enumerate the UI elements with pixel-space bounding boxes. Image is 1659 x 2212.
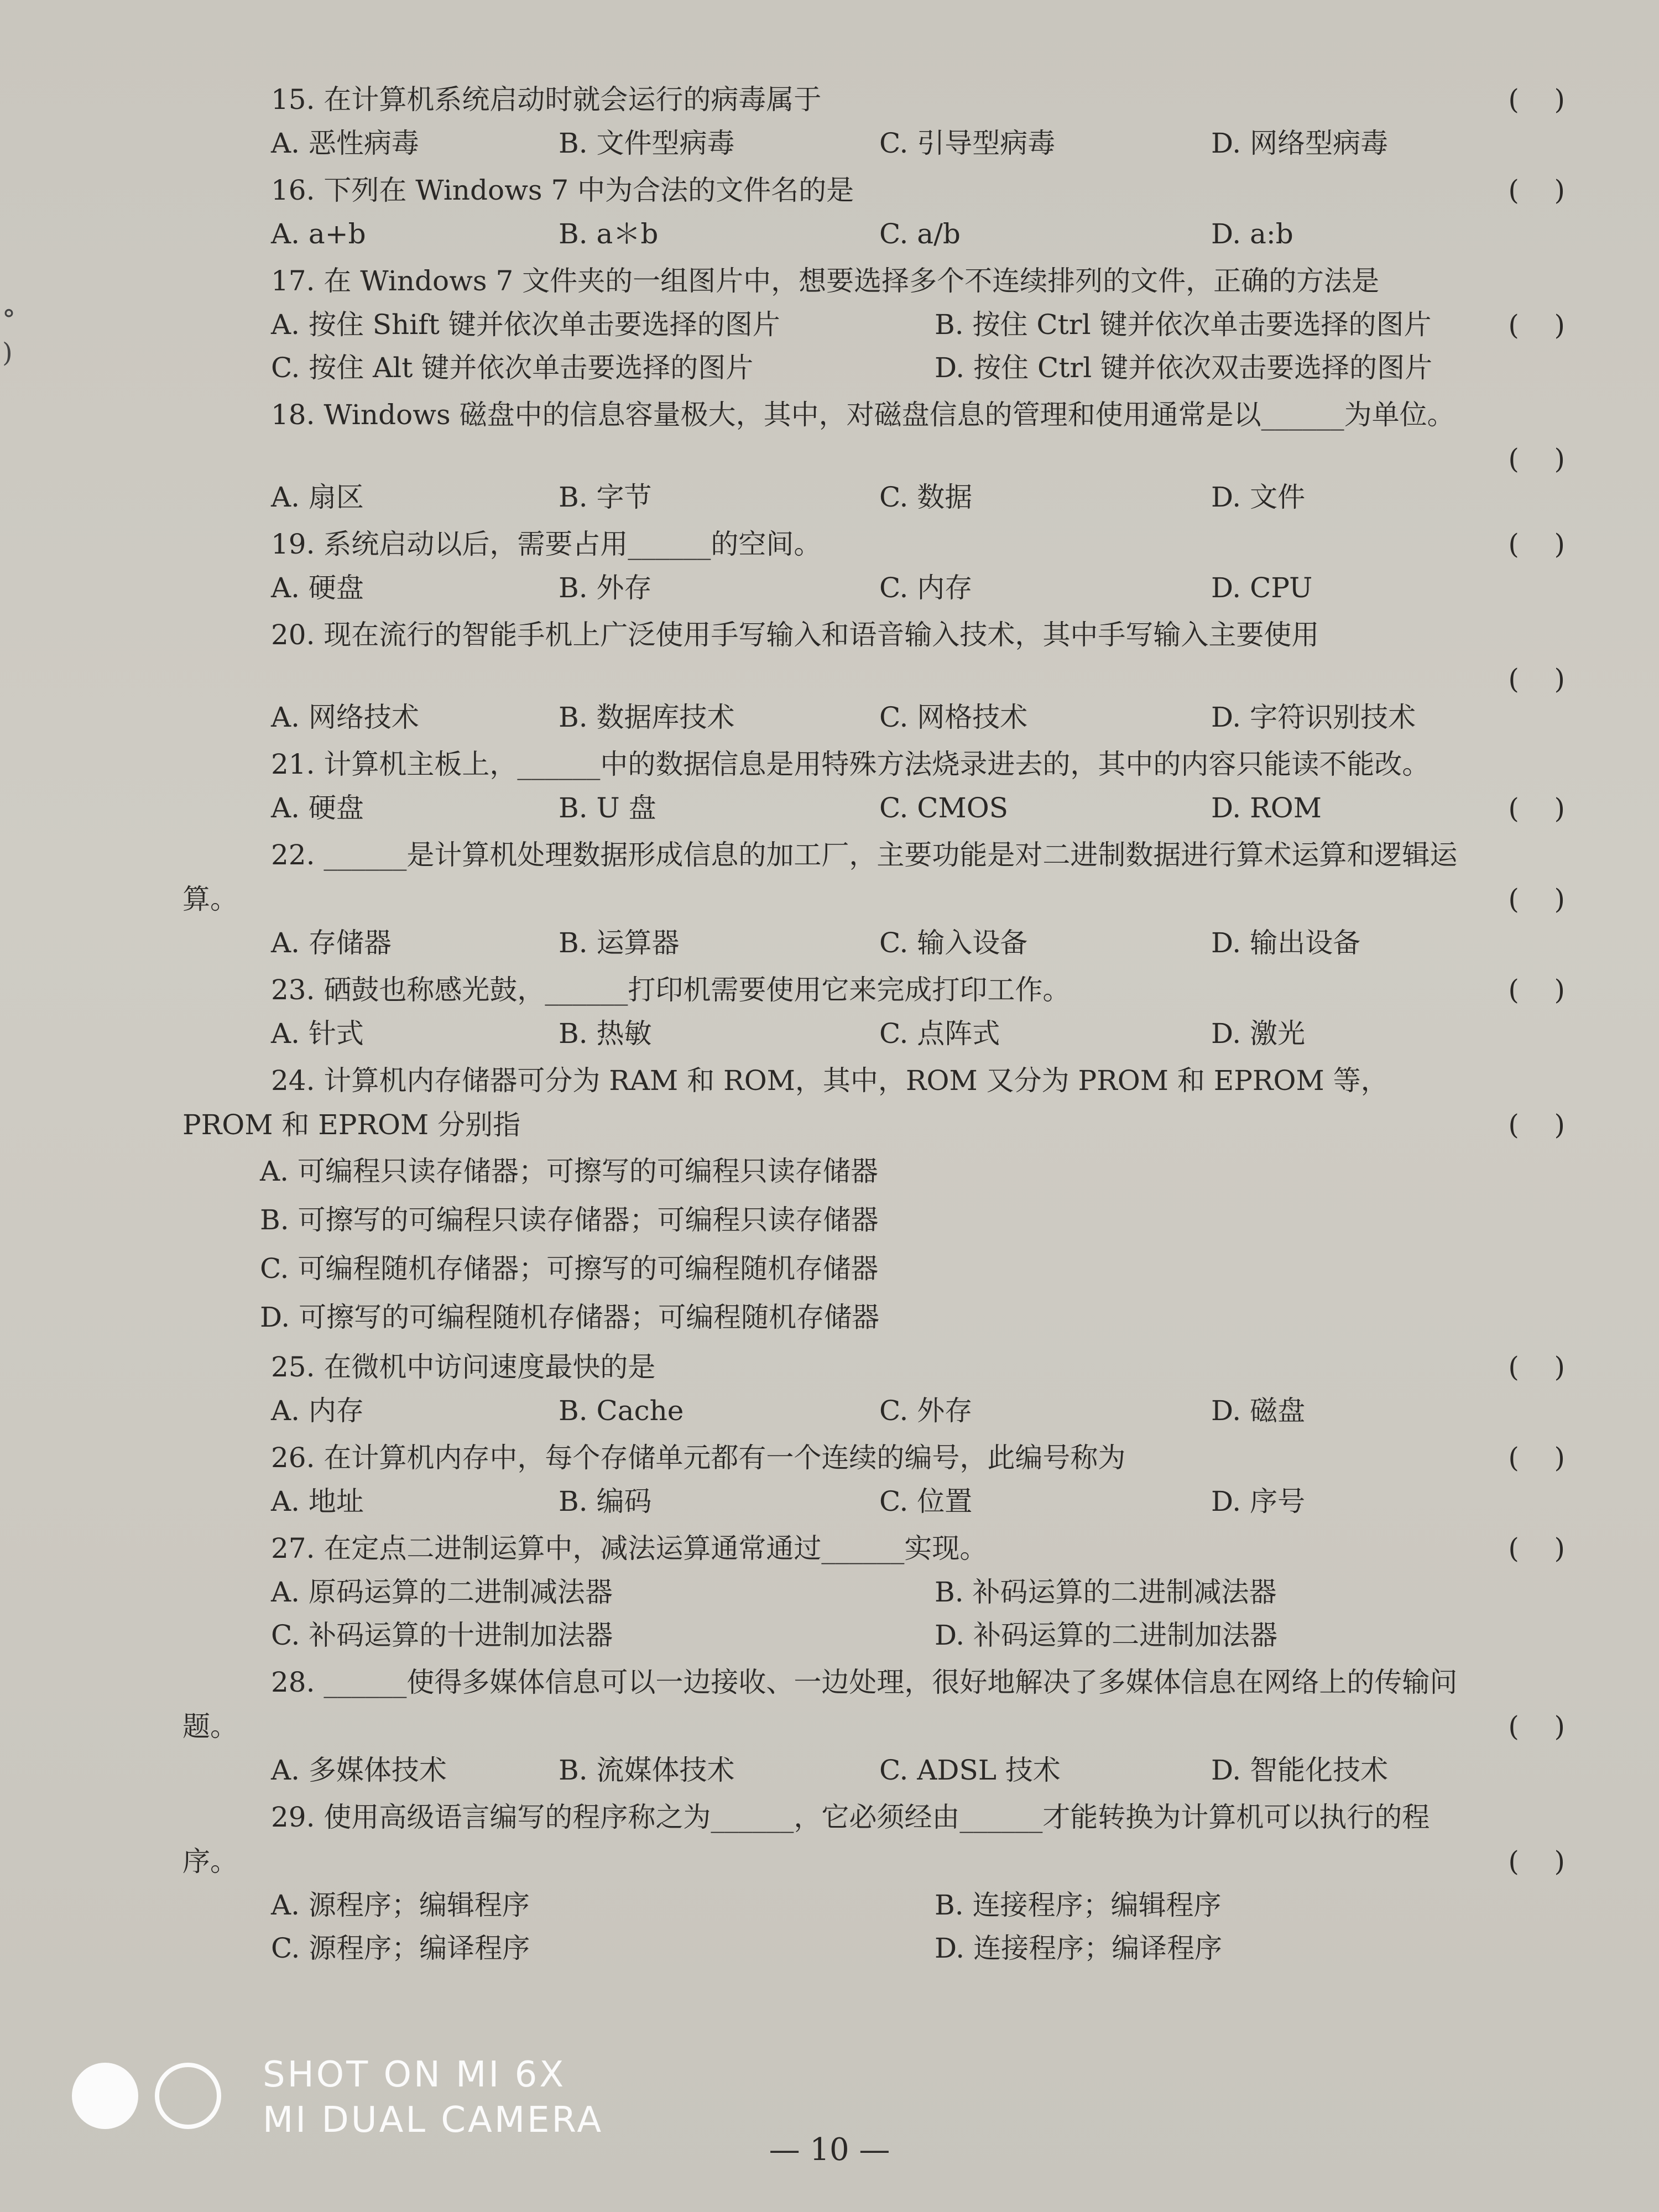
answer-option: B. 连接程序；编辑程序	[935, 1889, 1222, 1921]
question-stem: 16. 下列在 Windows 7 中为合法的文件名的是	[271, 174, 854, 206]
question-stem: 17. 在 Windows 7 文件夹的一组图片中，想要选择多个不连续排列的文件，正确的方法是	[271, 265, 1380, 297]
question-item	[127, 1436, 1587, 1523]
question-stem: 21. 计算机主板上，______中的数据信息是用特殊方法烧录进去的，其中的内容只能读不能改。	[271, 748, 1430, 780]
answer-option: C. 外存	[879, 1395, 973, 1427]
answer-option: D. 文件	[1211, 481, 1306, 513]
answer-bracket: ( )	[1508, 792, 1565, 825]
answer-bracket: ( )	[1508, 1442, 1565, 1474]
question-stem: 18. Windows 磁盘中的信息容量极大，其中，对磁盘信息的管理和使用通常是以______为单位。	[271, 399, 1455, 431]
question-item	[127, 1345, 1587, 1432]
question-stem: 20. 现在流行的智能手机上广泛使用手写输入和语音输入技术，其中手写输入主要使用	[271, 619, 1319, 651]
answer-option: C. 网格技术	[879, 701, 1028, 733]
question-item	[127, 393, 1587, 519]
option-group	[127, 696, 1587, 739]
answer-option: A. a+b	[271, 218, 366, 250]
answer-option: A. 恶性病毒	[271, 127, 419, 159]
answer-option: A. 网络技术	[271, 701, 419, 733]
answer-bracket: ( )	[1508, 663, 1565, 695]
answer-bracket: ( )	[1508, 174, 1565, 206]
option-group	[127, 1749, 1587, 1792]
question-item	[127, 77, 1587, 165]
answer-option: B. 热敏	[559, 1018, 652, 1050]
answer-option: D. 连接程序；编译程序	[935, 1932, 1223, 1964]
answer-option: C. 位置	[879, 1485, 973, 1517]
question-item	[127, 1058, 1587, 1342]
answer-option: A. 多媒体技术	[271, 1754, 447, 1786]
answer-option: B. 编码	[559, 1485, 652, 1517]
answer-option: C. ADSL 技术	[879, 1754, 1061, 1786]
answer-option: A. 硬盘	[271, 572, 364, 604]
answer-option: B. 数据库技术	[559, 701, 735, 733]
answer-bracket: ( )	[1508, 1532, 1565, 1564]
answer-option: A. 存储器	[271, 927, 392, 959]
option-group	[127, 786, 1587, 830]
option-group	[127, 476, 1587, 519]
camera-watermark	[72, 2049, 625, 2159]
answer-option: C. 按住 Alt 键并依次单击要选择的图片	[271, 352, 754, 384]
answer-option: D. 可擦写的可编程随机存储器；可编程随机存储器	[260, 1301, 880, 1333]
question-stem: 28. ______使得多媒体信息可以一边接收、一边处理，很好地解决了多媒体信息在网络上的传输问题。	[182, 1666, 1458, 1743]
answer-bracket: ( )	[1508, 1845, 1565, 1877]
answer-option: D. 磁盘	[1211, 1395, 1306, 1427]
option-group	[127, 122, 1587, 165]
question-stem: 23. 硒鼓也称感光鼓，______打印机需要使用它来完成打印工作。	[271, 974, 1071, 1006]
answer-option: B. 运算器	[559, 927, 680, 959]
question-item	[127, 1526, 1587, 1657]
answer-option: D. 网络型病毒	[1211, 127, 1389, 159]
question-item	[127, 968, 1587, 1055]
answer-option: D. a:b	[1211, 218, 1293, 250]
option-group	[127, 1884, 1587, 1970]
question-list	[127, 77, 1587, 1970]
question-item	[127, 168, 1587, 255]
answer-option: D. ROM	[1211, 792, 1322, 824]
watermark-line1: SHOT ON MI 6X	[263, 2054, 566, 2095]
answer-option: B. a＊b	[559, 218, 659, 250]
answer-bracket: ( )	[1508, 309, 1565, 341]
answer-option: D. 补码运算的二进制加法器	[935, 1619, 1278, 1651]
answer-option: C. 补码运算的十进制加法器	[271, 1619, 613, 1651]
answer-option: D. CPU	[1211, 572, 1313, 604]
answer-option: C. 数据	[879, 481, 973, 513]
answer-option: B. U 盘	[559, 792, 656, 824]
question-item	[127, 833, 1587, 964]
answer-option: A. 扇区	[271, 481, 364, 513]
answer-bracket: ( )	[1508, 1109, 1565, 1141]
question-item	[127, 522, 1587, 609]
answer-option: D. 序号	[1211, 1485, 1306, 1517]
option-group	[127, 1389, 1587, 1432]
option-group	[127, 566, 1587, 609]
answer-option: B. 外存	[559, 572, 652, 604]
answer-option: A. 源程序；编辑程序	[271, 1889, 530, 1921]
question-stem: 24. 计算机内存储器可分为 RAM 和 ROM，其中，ROM 又分为 PROM 和 EPROM 等，PROM 和 EPROM 分别指	[182, 1065, 1389, 1141]
answer-bracket: ( )	[1508, 974, 1565, 1006]
question-item	[127, 613, 1587, 739]
watermark-ring-icon	[155, 2063, 221, 2129]
page-number: — 10 —	[769, 2132, 890, 2168]
answer-option: C. 引导型病毒	[879, 127, 1056, 159]
answer-bracket: ( )	[1508, 443, 1565, 475]
answer-option: D. 输出设备	[1211, 927, 1361, 959]
answer-option: C. 可编程随机存储器；可擦写的可编程随机存储器	[260, 1253, 879, 1285]
answer-option: A. 原码运算的二进制减法器	[271, 1576, 613, 1608]
question-stem: 27. 在定点二进制运算中，减法运算通常通过______实现。	[271, 1532, 988, 1564]
option-group	[127, 921, 1587, 964]
answer-option: D. 智能化技术	[1211, 1754, 1389, 1786]
answer-option: C. 输入设备	[879, 927, 1028, 959]
answer-option: C. 点阵式	[879, 1018, 1000, 1050]
question-stem: 22. ______是计算机处理数据形成信息的加工厂，主要功能是对二进制数据进行算术运算和逻辑运算。	[182, 839, 1458, 915]
answer-option: C. 内存	[879, 572, 973, 604]
question-item	[127, 259, 1587, 389]
answer-option: A. 可编程只读存储器；可擦写的可编程只读存储器	[260, 1155, 878, 1187]
answer-option: C. 源程序；编译程序	[271, 1932, 530, 1964]
margin-mark: °	[2, 304, 15, 335]
question-item	[127, 1660, 1587, 1792]
exam-page	[2, 77, 1587, 2179]
answer-bracket: ( )	[1508, 1351, 1565, 1383]
answer-option: B. 可擦写的可编程只读存储器；可编程只读存储器	[260, 1204, 879, 1236]
answer-bracket: ( )	[1508, 883, 1565, 915]
option-group	[127, 212, 1587, 255]
answer-option: A. 按住 Shift 键并依次单击要选择的图片	[271, 309, 780, 341]
answer-option: B. 补码运算的二进制减法器	[935, 1576, 1277, 1608]
answer-option: A. 内存	[271, 1395, 364, 1427]
option-group	[127, 1480, 1587, 1523]
question-stem: 19. 系统启动以后，需要占用______的空间。	[271, 528, 822, 560]
answer-option: B. 按住 Ctrl 键并依次单击要选择的图片	[935, 309, 1432, 341]
watermark-dot-icon	[72, 2063, 138, 2129]
watermark-line2: MI DUAL CAMERA	[263, 2100, 604, 2141]
answer-option: D. 激光	[1211, 1018, 1306, 1050]
answer-bracket: ( )	[1508, 84, 1565, 116]
answer-option: B. Cache	[559, 1395, 684, 1427]
answer-option: A. 硬盘	[271, 792, 364, 824]
answer-bracket: ( )	[1508, 1710, 1565, 1743]
option-group	[127, 303, 1587, 389]
answer-option: B. 流媒体技术	[559, 1754, 735, 1786]
question-stem: 25. 在微机中访问速度最快的是	[271, 1351, 656, 1383]
option-group	[127, 1147, 1587, 1342]
question-item	[127, 742, 1587, 830]
answer-option: D. 按住 Ctrl 键并依次双击要选择的图片	[935, 352, 1433, 384]
answer-option: A. 地址	[271, 1485, 364, 1517]
answer-option: C. CMOS	[879, 792, 1008, 824]
answer-option: A. 针式	[271, 1018, 364, 1050]
option-group	[127, 1571, 1587, 1657]
answer-option: B. 文件型病毒	[559, 127, 735, 159]
answer-option: D. 字符识别技术	[1211, 701, 1416, 733]
option-group	[127, 1012, 1587, 1055]
question-stem: 26. 在计算机内存中，每个存储单元都有一个连续的编号，此编号称为	[271, 1442, 1126, 1474]
question-stem: 15. 在计算机系统启动时就会运行的病毒属于	[271, 84, 822, 116]
question-item	[127, 1795, 1587, 1970]
question-stem: 29. 使用高级语言编写的程序称之为______，它必须经由______才能转换为计算机可以执行的程序。	[182, 1801, 1430, 1877]
answer-option: B. 字节	[559, 481, 652, 513]
margin-mark: )	[2, 337, 13, 368]
answer-bracket: ( )	[1508, 528, 1565, 560]
answer-option: C. a/b	[879, 218, 961, 250]
